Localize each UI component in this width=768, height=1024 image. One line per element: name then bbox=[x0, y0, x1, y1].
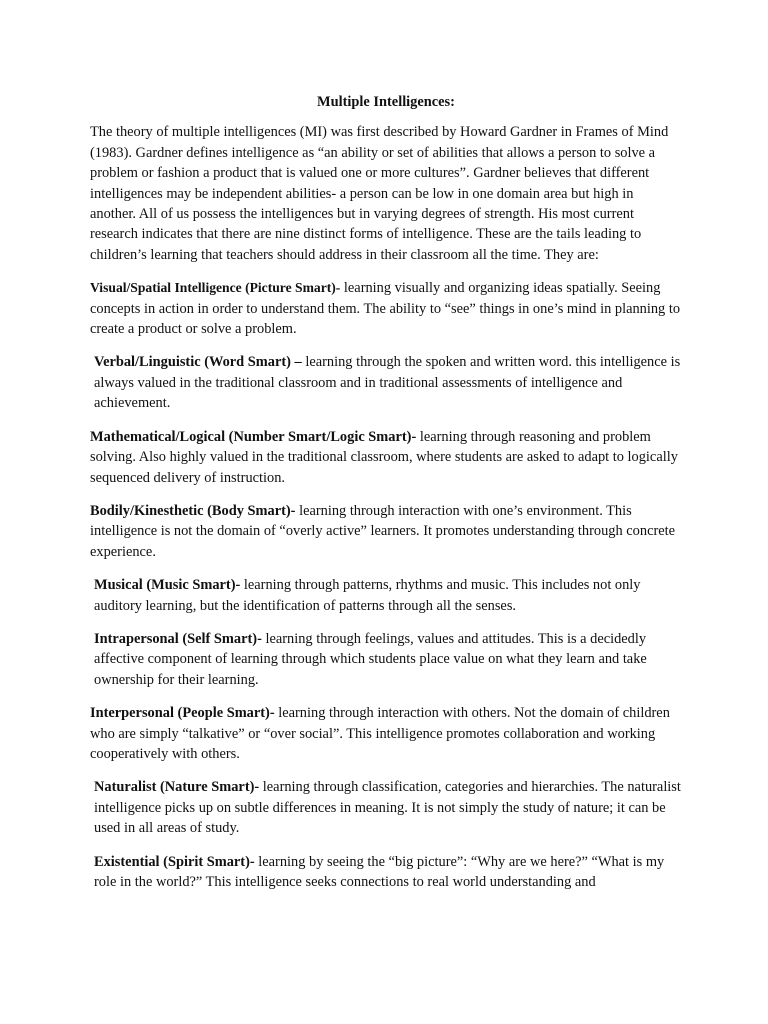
entry-text: learning through patterns, rhythms and music. This includes not only auditory learning, but the identification of patterns through all the senses. bbox=[94, 577, 641, 614]
entry-bodily-kinesthetic bbox=[90, 501, 682, 562]
entry-text: learning through interaction with others. Not the domain of children who are simply “talkative” or “over social”. This intelligence promotes collaboration and working cooperatively with others. bbox=[90, 705, 670, 762]
entry-term: Interpersonal (People Smart)- bbox=[90, 705, 275, 722]
entry-text: learning through reasoning and problem solving. Also highly valued in the traditional classroom, where students are asked to adapt to logically sequenced delivery of instruction. bbox=[90, 428, 678, 486]
entry-text: learning through feelings, values and attitudes. This is a decidedly affective component of learning through which students place value on what they learn and take ownership for their learning. bbox=[94, 630, 647, 688]
document-page bbox=[90, 92, 682, 905]
entry-term: Verbal/Linguistic (Word Smart) – bbox=[94, 354, 302, 371]
entry-term: Mathematical/Logical (Number Smart/Logic Smart)- bbox=[90, 428, 417, 445]
entry-text: learning through classification, categories and hierarchies. The naturalist intelligence picks up on subtle differences in meaning. It is not simply the study of nature; it can be used in all areas of study. bbox=[94, 779, 681, 837]
entry-term: Existential (Spirit Smart)- bbox=[94, 853, 255, 870]
entry-verbal-linguistic bbox=[90, 352, 682, 413]
entry-term: Intrapersonal (Self Smart)- bbox=[94, 630, 262, 647]
intro-paragraph: The theory of multiple intelligences (MI) was first described by Howard Gardner in Frames of Mind (1983). Gardner defines intelligence as “an ability or set of abilities that allows a person to solve a problem or fashion a product that is valued one or more cultures”. Gardner believes that different intelligences may be independent abilities- a person can be low in one domain area but high in another. All of us possess the intelligences but in varying degrees of strength. His most current research indicates that there are nine distinct forms of intelligence. These are the tails leading to children’s learning that teachers should address in their classroom all the time. They are: bbox=[90, 124, 669, 263]
entry-visual-spatial bbox=[90, 278, 682, 339]
entry-text: learning through interaction with one’s environment. This intelligence is not the domain of “overly active” learners. It promotes understanding through concrete experience. bbox=[90, 502, 676, 560]
entry-intrapersonal bbox=[90, 629, 682, 690]
entry-text: learning through the spoken and written word. this intelligence is always valued in the traditional classroom and in traditional assessments of intelligence and achievement. bbox=[94, 354, 681, 412]
entry-naturalist bbox=[90, 777, 682, 838]
entry-musical bbox=[90, 575, 682, 616]
entry-existential bbox=[90, 852, 682, 893]
entry-term: Musical (Music Smart)- bbox=[94, 577, 241, 594]
entry-term: Bodily/Kinesthetic (Body Smart)- bbox=[90, 502, 296, 519]
entry-term: Naturalist (Nature Smart)- bbox=[94, 779, 260, 796]
entry-text: learning by seeing the “big picture”: “Why are we here?” “What is my role in the world?” This intelligence seeks connections to real world understanding and bbox=[94, 853, 665, 890]
document-title: Multiple Intelligences: bbox=[317, 94, 455, 110]
entry-mathematical-logical bbox=[90, 427, 682, 488]
entry-term: Visual/Spatial Intelligence (Picture Smart)- bbox=[90, 280, 341, 296]
entry-text: learning visually and organizing ideas spatially. Seeing concepts in action in order to understand them. The ability to “see” things in one’s mind in planning to create a product or solve a problem. bbox=[90, 280, 681, 338]
entry-interpersonal bbox=[90, 703, 682, 764]
